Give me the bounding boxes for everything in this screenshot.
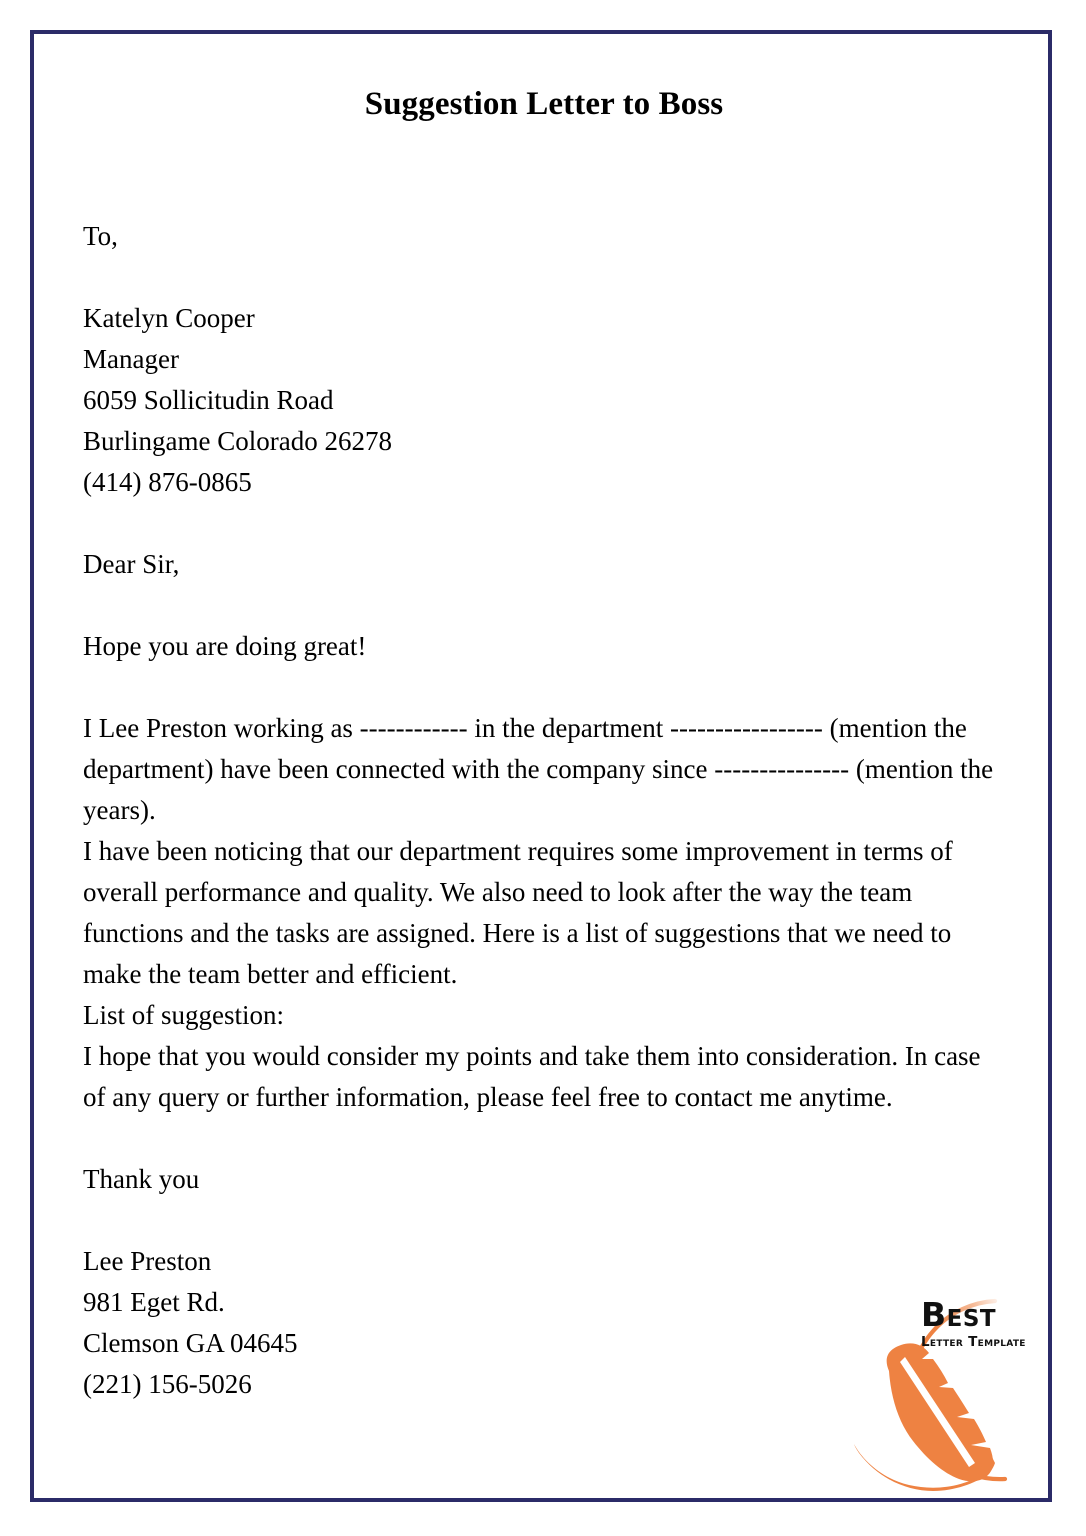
spacer-before-greeting	[83, 503, 1005, 544]
logo-brand-primary: Best	[921, 1295, 997, 1334]
body-paragraph-1: I Lee Preston working as ------------ in the department ----------------- (mention the department) have been connected with the company since --------------- (mention the years).	[83, 712, 994, 825]
spacer-before-body	[83, 667, 1005, 708]
spacer-before-closing	[83, 1118, 1005, 1159]
recipient-street: 6059 Sollicitudin Road	[83, 384, 334, 415]
spacer-after-title	[83, 124, 1005, 216]
page-title: Suggestion Letter to Boss	[364, 86, 724, 122]
recipient-job-title: Manager	[83, 343, 179, 374]
sender-street: 981 Eget Rd.	[83, 1286, 225, 1317]
letter-content	[83, 0, 1005, 1405]
recipient-name: Katelyn Cooper	[83, 302, 255, 333]
feather-quill-icon	[854, 1343, 995, 1491]
spacer-before-opening	[83, 585, 1005, 626]
logo-brand-secondary: Letter Template	[921, 1334, 1026, 1350]
greeting: Dear Sir,	[83, 548, 180, 579]
closing-line: Thank you	[83, 1163, 200, 1194]
recipient-block	[83, 216, 1005, 503]
logo-wordmark	[921, 1295, 1061, 1351]
body-paragraph-2: I have been noticing that our department requires some improvement in terms of overall performance and quality. We also need to look after the way the team functions and the tasks are assigned. Here is a list of suggestions that we need to make the team better and efficient.	[83, 835, 953, 989]
body-paragraph-3: List of suggestion:	[83, 999, 284, 1030]
spacer-before-signature	[83, 1200, 1005, 1241]
recipient-city-state-zip: Burlingame Colorado 26278	[83, 425, 392, 456]
body-paragraph-4: I hope that you would consider my points and take them into consideration. In case of any query or further information, please feel free to contact me anytime.	[83, 1040, 981, 1112]
spacer-to	[83, 257, 1005, 298]
sender-city-state-zip: Clemson GA 04645	[83, 1327, 298, 1358]
to-label: To,	[83, 220, 118, 251]
recipient-phone: (414) 876-0865	[83, 466, 252, 497]
brand-logo	[843, 1283, 1058, 1505]
sender-name: Lee Preston	[83, 1245, 212, 1276]
sender-phone: (221) 156-5026	[83, 1368, 252, 1399]
opening-line: Hope you are doing great!	[83, 630, 367, 661]
